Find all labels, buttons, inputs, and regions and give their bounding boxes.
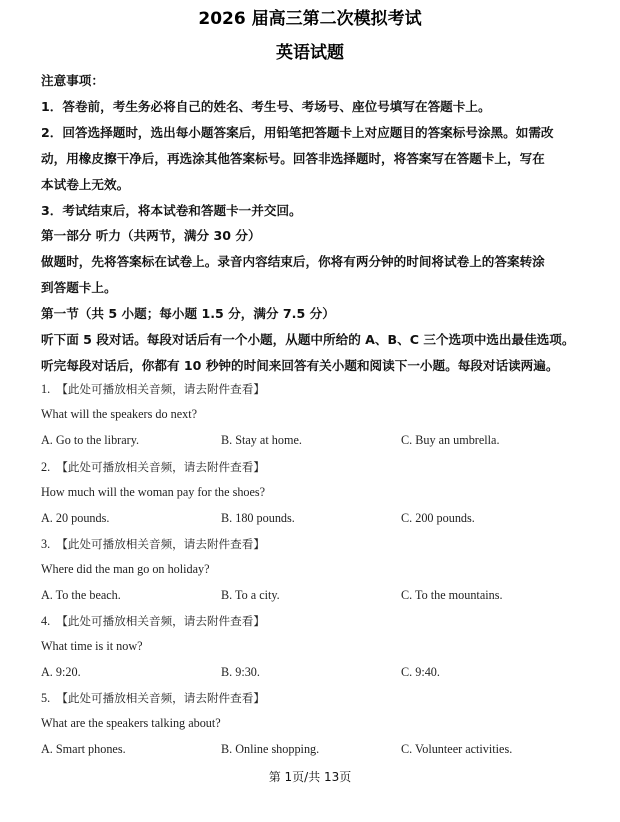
question-number: 5. (41, 691, 51, 705)
question-5-option-b: B. Online shopping. (221, 742, 320, 756)
audio-note[interactable]: 【此处可播放相关音频，请去附件查看】 (56, 537, 265, 551)
question-1-option-a: A. Go to the library. (41, 433, 140, 447)
notes-item-2-line-2: 动，用橡皮擦干净后，再选涂其他答案标号。回答非选择题时，将答案写在答题卡上，写在 (41, 151, 545, 166)
question-2-text: How much will the woman pay for the shoes? (41, 485, 266, 499)
part1-heading: 第一部分 听力（共两节，满分 30 分） (41, 228, 261, 243)
question-number: 4. (41, 614, 51, 628)
exam-title: 2026 届高三第二次模拟考试 (198, 9, 422, 29)
notes-item-2-line-3: 本试卷上无效。 (41, 177, 130, 192)
notes-heading: 注意事项： (41, 73, 104, 88)
section1-instruction-line-2: 听完每段对话后，你都有 10 秒钟的时间来回答有关小题和阅读下一小题。每段对话读两遍。 (41, 358, 559, 373)
audio-note[interactable]: 【此处可播放相关音频，请去附件查看】 (56, 691, 265, 705)
question-5-option-a: A. Smart phones. (41, 742, 126, 756)
audio-note[interactable]: 【此处可播放相关音频，请去附件查看】 (56, 460, 265, 474)
question-4-option-c: C. 9:40. (401, 665, 440, 679)
question-2-option-c: C. 200 pounds. (401, 511, 475, 525)
exam-subtitle: 英语试题 (276, 43, 344, 63)
audio-note[interactable]: 【此处可播放相关音频，请去附件查看】 (56, 614, 265, 628)
notes-item-3: 3．考试结束后，将本试卷和答题卡一并交回。 (41, 203, 302, 218)
question-2-option-a: A. 20 pounds. (41, 511, 110, 525)
question-4-option-b: B. 9:30. (221, 665, 260, 679)
question-4-audio-line (41, 613, 265, 629)
part1-instruction-line-1: 做题时，先将答案标在试卷上。录音内容结束后，你将有两分钟的时间将试卷上的答案转涂 (41, 254, 545, 269)
question-number: 3. (41, 537, 51, 551)
question-5-audio-line (41, 690, 265, 706)
part1-instruction-line-2: 到答题卡上。 (41, 280, 117, 295)
question-1-audio-line (41, 381, 265, 397)
question-5-option-c: C. Volunteer activities. (401, 742, 513, 756)
question-3-option-b: B. To a city. (221, 588, 280, 602)
question-number: 1. (41, 382, 51, 396)
question-2-audio-line (41, 459, 265, 475)
question-1-text: What will the speakers do next? (41, 407, 198, 421)
question-5-text: What are the speakers talking about? (41, 716, 221, 730)
question-4-option-a: A. 9:20. (41, 665, 81, 679)
question-3-audio-line (41, 536, 265, 552)
question-1-option-b: B. Stay at home. (221, 433, 302, 447)
question-number: 2. (41, 460, 51, 474)
question-4-text: What time is it now? (41, 639, 143, 653)
notes-item-2-line-1: 2．回答选择题时，选出每小题答案后，用铅笔把答题卡上对应题目的答案标号涂黑。如需改 (41, 125, 554, 140)
question-3-option-a: A. To the beach. (41, 588, 121, 602)
notes-item-1: 1．答卷前，考生务必将自己的姓名、考生号、考场号、座位号填写在答题卡上。 (41, 99, 491, 114)
question-2-option-b: B. 180 pounds. (221, 511, 295, 525)
question-1-option-c: C. Buy an umbrella. (401, 433, 500, 447)
page-number: 第 1页/共 13页 (268, 770, 352, 784)
audio-note[interactable]: 【此处可播放相关音频，请去附件查看】 (56, 382, 265, 396)
question-3-text: Where did the man go on holiday? (41, 562, 210, 576)
section1-instruction-line-1: 听下面 5 段对话。每段对话后有一个小题，从题中所给的 A、B、C 三个选项中选出最佳选项。 (41, 332, 575, 347)
question-3-option-c: C. To the mountains. (401, 588, 503, 602)
section1-heading: 第一节（共 5 小题；每小题 1.5 分，满分 7.5 分） (41, 306, 335, 321)
